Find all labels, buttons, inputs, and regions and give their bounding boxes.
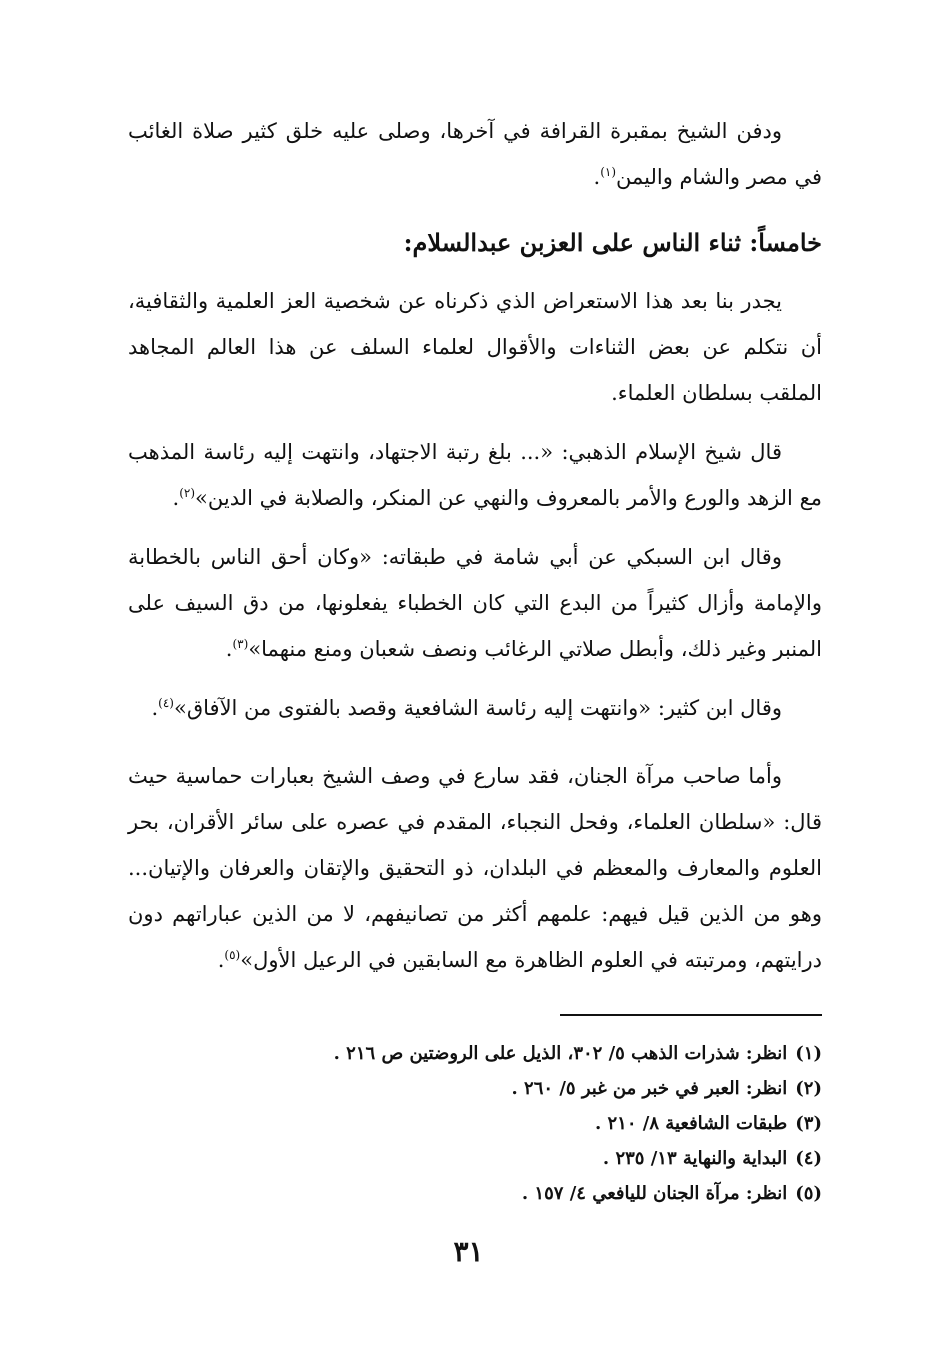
paragraph-mirat-al-jinan: وأما صاحب مرآة الجنان، فقد سارع في وصف الشيخ بعبارات حماسية حيث قال: «سلطان العلماء، وفحل النجباء، المقدم في عصره على سائر الأقران، بحر العلوم والمعارف والمعظم في البلدان، ذو التحقيق والإتقان والعرفان والإتيان... وهو من الذين قيل فيهم: علمهم أكثر من تصانيفهم، لا من الذين عباراتهم دون درايتهم، ومرتبته في العلوم الظاهرة مع السابقين في الرعيل الأول»$^{(٥)}$. — [128, 764, 822, 972]
footnote-text: انظر: العبر في خبر من غبر ٥/ ٢٦٠ . — [511, 1078, 788, 1099]
page-body — [128, 108, 822, 983]
footnote-ref-1[interactable]: (١) — [600, 165, 617, 179]
footnote-number: (١) — [795, 1043, 822, 1064]
footnotes-list — [302, 1036, 822, 1211]
footnote-divider — [560, 1014, 822, 1016]
page-number: ٣١ — [453, 1235, 484, 1268]
footnote-text: انظر: مرآة الجنان لليافعي ٤/ ١٥٧ . — [521, 1183, 788, 1204]
footnote-number: (٥) — [795, 1183, 822, 1204]
footnote-item — [302, 1176, 822, 1211]
footnote-ref-5[interactable]: (٥) — [224, 948, 241, 962]
footnote-ref-3[interactable]: (٣) — [232, 637, 249, 651]
footnote-ref-4[interactable]: (٤) — [158, 696, 174, 710]
paragraph-burial: ودفن الشيخ بمقبرة القرافة في آخرها، وصلى عليه خلق كثير صلاة الغائب في مصر والشام واليمن$^{(١)}$. — [128, 119, 822, 189]
footnote-text: طبقات الشافعية ٨/ ٢١٠ . — [594, 1113, 788, 1134]
paragraph-intro: يجدر بنا بعد هذا الاستعراض الذي ذكرناه عن شخصية العز العلمية والثقافية، أن نتكلم عن بعض الثناءات والأقوال لعلماء السلف عن هذا العالم المجاهد الملقب بسلطان العلماء. — [128, 289, 822, 405]
footnote-text: انظر: شذرات الذهب ٥/ ٣٠٢، الذيل على الروضتين ص ٢١٦ . — [333, 1043, 788, 1064]
section-heading: خامساً: ثناء الناس على العزبن عبدالسلام: — [403, 228, 822, 257]
footnote-item — [302, 1141, 822, 1176]
footnote-number: (٢) — [795, 1078, 822, 1099]
paragraph-dhahabi: قال شيخ الإسلام الذهبي: «... بلغ رتبة الاجتهاد، وانتهت إليه رئاسة المذهب مع الزهد والورع والأمر بالمعروف والنهي عن المنكر، والصلابة في الدين»$^{(٢)}$. — [128, 440, 822, 510]
footnote-number: (٤) — [795, 1148, 822, 1169]
footnote-ref-2[interactable]: (٢) — [179, 486, 196, 500]
footnote-number: (٣) — [795, 1113, 822, 1134]
footnote-item — [302, 1106, 822, 1141]
paragraph-subki: وقال ابن السبكي عن أبي شامة في طبقاته: «وكان أحق الناس بالخطابة والإمامة وأزال كثيراً من البدع التي كان الخطباء يفعلونها، من دق السيف على المنبر وغير ذلك، وأبطل صلاتي الرغائب ونصف شعبان ومنع منهما»$^{(٣)}$. — [128, 545, 822, 661]
footnote-item — [302, 1036, 822, 1071]
paragraph-ibn-kathir: وقال ابن كثير: «وانتهت إليه رئاسة الشافعية وقصد بالفتوى من الآفاق»$^{(٤)}$. — [151, 696, 782, 720]
footnote-text: البداية والنهاية ١٣/ ٢٣٥ . — [602, 1148, 788, 1169]
footnote-item — [302, 1071, 822, 1106]
